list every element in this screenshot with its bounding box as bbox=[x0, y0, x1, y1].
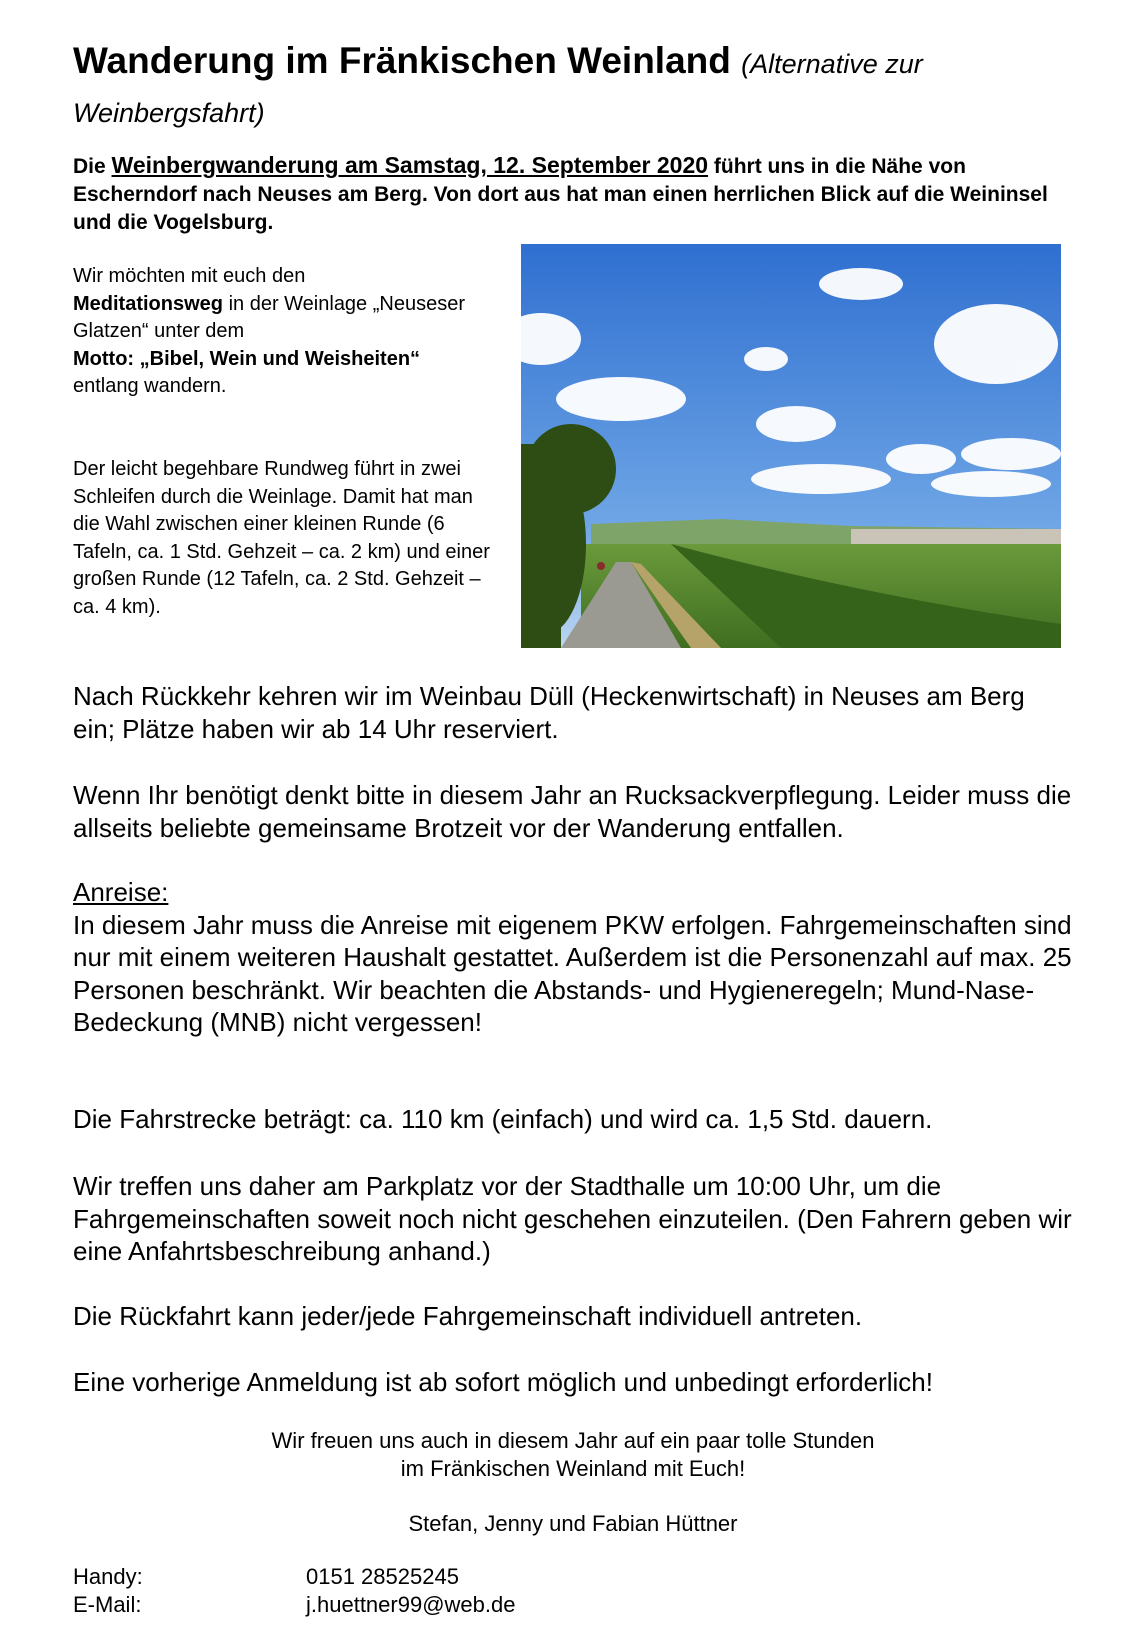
signature: Stefan, Jenny und Fabian Hüttner bbox=[408, 1511, 738, 1536]
intro-rest: führt uns in die Nähe von Escherndorf nach Neuses am Berg. Von dort aus hat man einen herrlichen Blick auf die Weininsel und die Vogelsburg. bbox=[73, 155, 1048, 234]
page-title bbox=[73, 38, 1033, 136]
provisions-paragraph: Wenn Ihr benötigt denkt bitte in diesem Jahr an Rucksackverpflegung. Leider muss die allseits beliebte gemeinsame Brotzeit vor der Wanderung entfallen. bbox=[73, 780, 1072, 843]
title-main: Wanderung im Fränkischen Weinland bbox=[73, 40, 731, 81]
motto-label: Motto: „Bibel, Wein und Weisheiten“ bbox=[73, 347, 421, 370]
vineyard-landscape-photo bbox=[521, 244, 1061, 648]
phone-number[interactable]: 0151 28525245 bbox=[306, 1564, 459, 1589]
travel-section bbox=[73, 876, 1073, 1039]
email-address[interactable]: j.huettner99@web.de bbox=[306, 1592, 516, 1617]
route-paragraph: Der leicht begehbare Rundweg führt in zwei Schleifen durch die Weinlage. Damit hat man die Wahl zwischen einer kleinen Runde (6 Tafeln, ca. 1 Std. Gehzeit – ca. 2 km) und einer großen Runde (12 Tafeln, ca. 2 Std. Gehzeit – ca. 4 km). bbox=[73, 458, 490, 618]
contact-info bbox=[73, 1563, 515, 1619]
return-trip-paragraph: Die Rückfahrt kann jeder/jede Fahrgemeinschaft individuell antreten. bbox=[73, 1301, 863, 1331]
intro-paragraph bbox=[73, 151, 1063, 237]
email-label: E-Mail: bbox=[73, 1592, 142, 1617]
intro-lead: Die bbox=[73, 155, 106, 178]
phone-label: Handy: bbox=[73, 1564, 143, 1589]
registration-paragraph: Eine vorherige Anmeldung ist ab sofort möglich und unbedingt erforderlich! bbox=[73, 1367, 933, 1397]
anreise-text: In diesem Jahr muss die Anreise mit eigenem PKW erfolgen. Fahrgemeinschaften sind nur mit einem weiteren Haushalt gestattet. Außerdem ist die Personenzahl auf max. 25 Personen beschränkt. Wir beachten die Abstands- und Hygieneregeln; Mund-Nase-Bedeckung (MNB) nicht vergessen! bbox=[73, 909, 1072, 1037]
meeting-paragraph: Wir treffen uns daher am Parkplatz vor der Stadthalle um 10:00 Uhr, um die Fahrgemeinschaften soweit noch nicht geschehen einzuteilen. (Den Fahrern geben wir eine Anfahrtsbeschreibung anhand.) bbox=[73, 1171, 1072, 1266]
distance-paragraph: Die Fahrstrecke beträgt: ca. 110 km (einfach) und wird ca. 1,5 Std. dauern. bbox=[73, 1104, 933, 1134]
vineyard-photo-illustration bbox=[521, 244, 1061, 648]
anreise-heading: Anreise: bbox=[73, 877, 169, 907]
meditation-paragraph: Wir möchten mit euch den Meditationsweg in der Weinlage „Neuseser Glatzen“ unter dem Motto: „Bibel, Wein und Weisheiten“ entlang wandern. bbox=[73, 265, 465, 397]
closing-greeting: Wir freuen uns auch in diesem Jahr auf ein paar tolle Stunden im Fränkischen Weinland mit Euch! Stefan, Jenny und Fabian Hüttner bbox=[73, 1427, 1073, 1538]
title-subtitle: (Alternative zur Weinbergsfahrt) bbox=[73, 49, 923, 128]
return-paragraph: Nach Rückkehr kehren wir im Weinbau Düll (Heckenwirtschaft) in Neuses am Berg ein; Plätze haben wir ab 14 Uhr reserviert. bbox=[73, 681, 1025, 744]
intro-date-highlight: Weinbergwanderung am Samstag, 12. September 2020 bbox=[111, 152, 709, 178]
meditationsweg-label: Meditationsweg bbox=[73, 292, 224, 315]
